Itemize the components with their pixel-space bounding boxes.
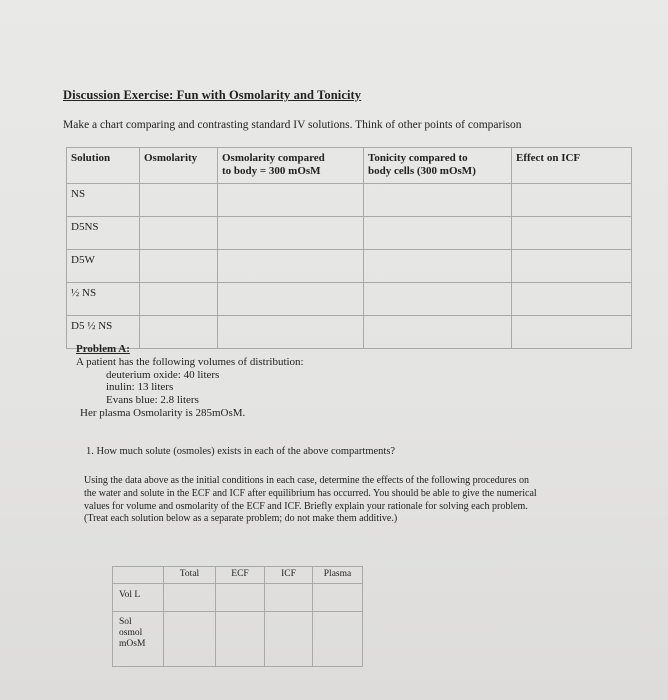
paragraph-line: the water and solute in the ECF and ICF after equilibrium has occurred. You should be able to give the numerical [84,487,537,499]
header-solution: Solution [67,148,140,184]
row-label-vol: Vol L [113,584,164,612]
cell [218,217,364,250]
paragraph-line: Using the data above as the initial conditions in each case, determine the effects of the following procedures on [84,475,529,486]
cell [265,584,313,612]
paragraph-line: (Treat each solution below as a separate problem; do not make them additive.) [84,513,398,525]
intro-text: Make a chart comparing and contrasting standard IV solutions. Think of other points of comparison [63,119,522,131]
problem-heading: Problem A: [76,343,130,355]
row-label: ½ NS [67,283,140,316]
cell [512,283,632,316]
header-total: Total [164,567,216,584]
cell [140,283,218,316]
cell [140,184,218,217]
table-row [113,612,363,667]
cell [313,584,363,612]
cell [164,612,216,667]
problem-intro: A patient has the following volumes of distribution: [76,355,304,368]
cell [216,612,265,667]
row-label: D5NS [67,217,140,250]
document-title: Discussion Exercise: Fun with Osmolarity and Tonicity [63,88,362,102]
cell [364,184,512,217]
cell [218,184,364,217]
header-ecf: ECF [216,567,265,584]
cell [364,283,512,316]
cell [218,283,364,316]
table-row [67,217,632,250]
cell [364,250,512,283]
cell [512,316,632,349]
cell [140,250,218,283]
header-osmolarity: Osmolarity [140,148,218,184]
chart-header-row [67,148,632,184]
cell [364,316,512,349]
volume-item: Evans blue: 2.8 liters [106,394,199,407]
header-effect-on-icf: Effect on ICF [512,148,632,184]
header-plasma: Plasma [313,567,363,584]
header-tonicity-compared: Tonicity compared to body cells (300 mOsM) [364,148,512,184]
cell [140,217,218,250]
header-blank [113,567,164,584]
volume-item: inulin: 13 liters [106,381,174,394]
problem-a [76,343,304,420]
volume-item: deuterium oxide: 40 liters [106,368,220,381]
table-row [67,283,632,316]
table-row [67,184,632,217]
cell [164,584,216,612]
table-row [113,584,363,612]
instructions-paragraph [84,475,644,526]
cell [512,217,632,250]
cell [364,217,512,250]
row-label: NS [67,184,140,217]
header-osmolarity-compared: Osmolarity compared to body = 300 mOsM [218,148,364,184]
volume-table [112,566,363,667]
header-icf: ICF [265,567,313,584]
row-label: D5 ½ NS [67,316,140,349]
cell [512,184,632,217]
iv-solutions-chart [66,147,632,349]
table-row [67,250,632,283]
cell [265,612,313,667]
cell [218,250,364,283]
paragraph-line: values for volume and osmolarity of the ECF and ICF. Briefly explain your rationale for solving each problem. [84,500,528,512]
volume-header-row [113,567,363,584]
question-1: 1. How much solute (osmoles) exists in each of the above compartments? [86,446,396,457]
cell [313,612,363,667]
plasma-osmolarity: Her plasma Osmolarity is 285mOsM. [80,406,246,419]
cell [216,584,265,612]
cell [512,250,632,283]
row-label-solute: Sol osmol mOsM [113,612,164,667]
row-label: D5W [67,250,140,283]
